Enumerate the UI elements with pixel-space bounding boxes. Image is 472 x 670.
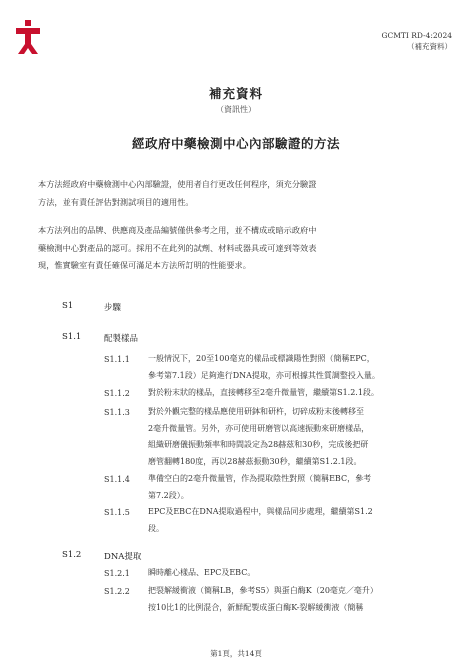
item-number: S1.2.2 <box>104 587 130 596</box>
item-text: 瞬時離心樣品、EPC及EBC。 <box>148 568 256 577</box>
section-title: 步驟 <box>104 303 122 313</box>
subsection-title: DNA提取 <box>104 552 142 562</box>
item-number: S1.1.5 <box>104 508 130 517</box>
subsection-title: 配製樣品 <box>104 334 139 344</box>
item-text: 一般情況下，20至100毫克的樣品或標識陽性對照（簡稱EPC， 參考第7.1段）足夠進行DNA提取，亦可根據其性質調整投入量。 <box>148 354 380 380</box>
intro-paragraph-1: 本方法經政府中藥檢測中心內部驗證，使用者自行更改任何程序，須充分驗證 方法，並有責任評估對測試項目的適用性。 <box>38 179 317 207</box>
intro-paragraph-2: 本方法列出的品牌、供應商及產品編號僅供參考之用，並不構成或暗示政府中 藥檢測中心對產品的認可。採用不在此列的試劑、材料或器具或可達到等效表 現，惟實驗室有責任確保可滿足本方法所訂明的性能要求。 <box>38 225 317 270</box>
item-text: 準備空白的2毫升微量管，作為提取陰性對照（簡稱EBC，參考 第7.2段）。 <box>148 474 372 500</box>
item-number: S1.1.4 <box>104 475 130 484</box>
government-logo-icon <box>14 18 42 56</box>
document-title: 經政府中藥檢測中心內部驗證的方法 <box>131 136 340 151</box>
item-text: 把裂解緩衝液（簡稱LB，參考S5）與蛋白酶K（20毫克／毫升） 按10比1的比例混合，新鮮配製成蛋白酶K-裂解緩衝液（簡稱 <box>148 586 378 612</box>
section-subheading: （資訊性） <box>216 105 256 114</box>
item-number: S1.1.3 <box>104 408 130 417</box>
subsection-number: S1.2 <box>62 550 82 560</box>
item-text: 對於粉末狀的樣品，直接轉移至2毫升微量管，繼續第S1.2.1段。 <box>148 388 379 397</box>
item-text: 對於外觀完整的樣品應使用研鉢和研杵，切碎成粉末後轉移至 2毫升微量管。另外，亦可使用研磨管以高速振動來研磨樣品， 組織研磨儀振動頻率和時間設定為28赫茲和30秒，完成後把研 磨管翻轉180度，再以28赫茲振動30秒，繼續第S1.2.1段。 <box>148 407 370 466</box>
item-number: S1.2.1 <box>104 569 130 578</box>
document-id <box>382 30 452 52</box>
section-heading: 補充資料 <box>208 86 263 101</box>
page-number: 第1頁，共14頁 <box>210 649 262 658</box>
subsection-number: S1.1 <box>62 332 82 342</box>
section-number: S1 <box>62 301 74 311</box>
document-code: GCMTI RD-4:2024 <box>381 31 452 40</box>
item-number: S1.1.2 <box>104 389 130 398</box>
item-number: S1.1.1 <box>104 355 130 364</box>
document-type: （補充資料） <box>407 42 452 51</box>
item-text: EPC及EBC在DNA提取過程中，與樣品同步處理，繼續第S1.2 段。 <box>148 507 373 533</box>
